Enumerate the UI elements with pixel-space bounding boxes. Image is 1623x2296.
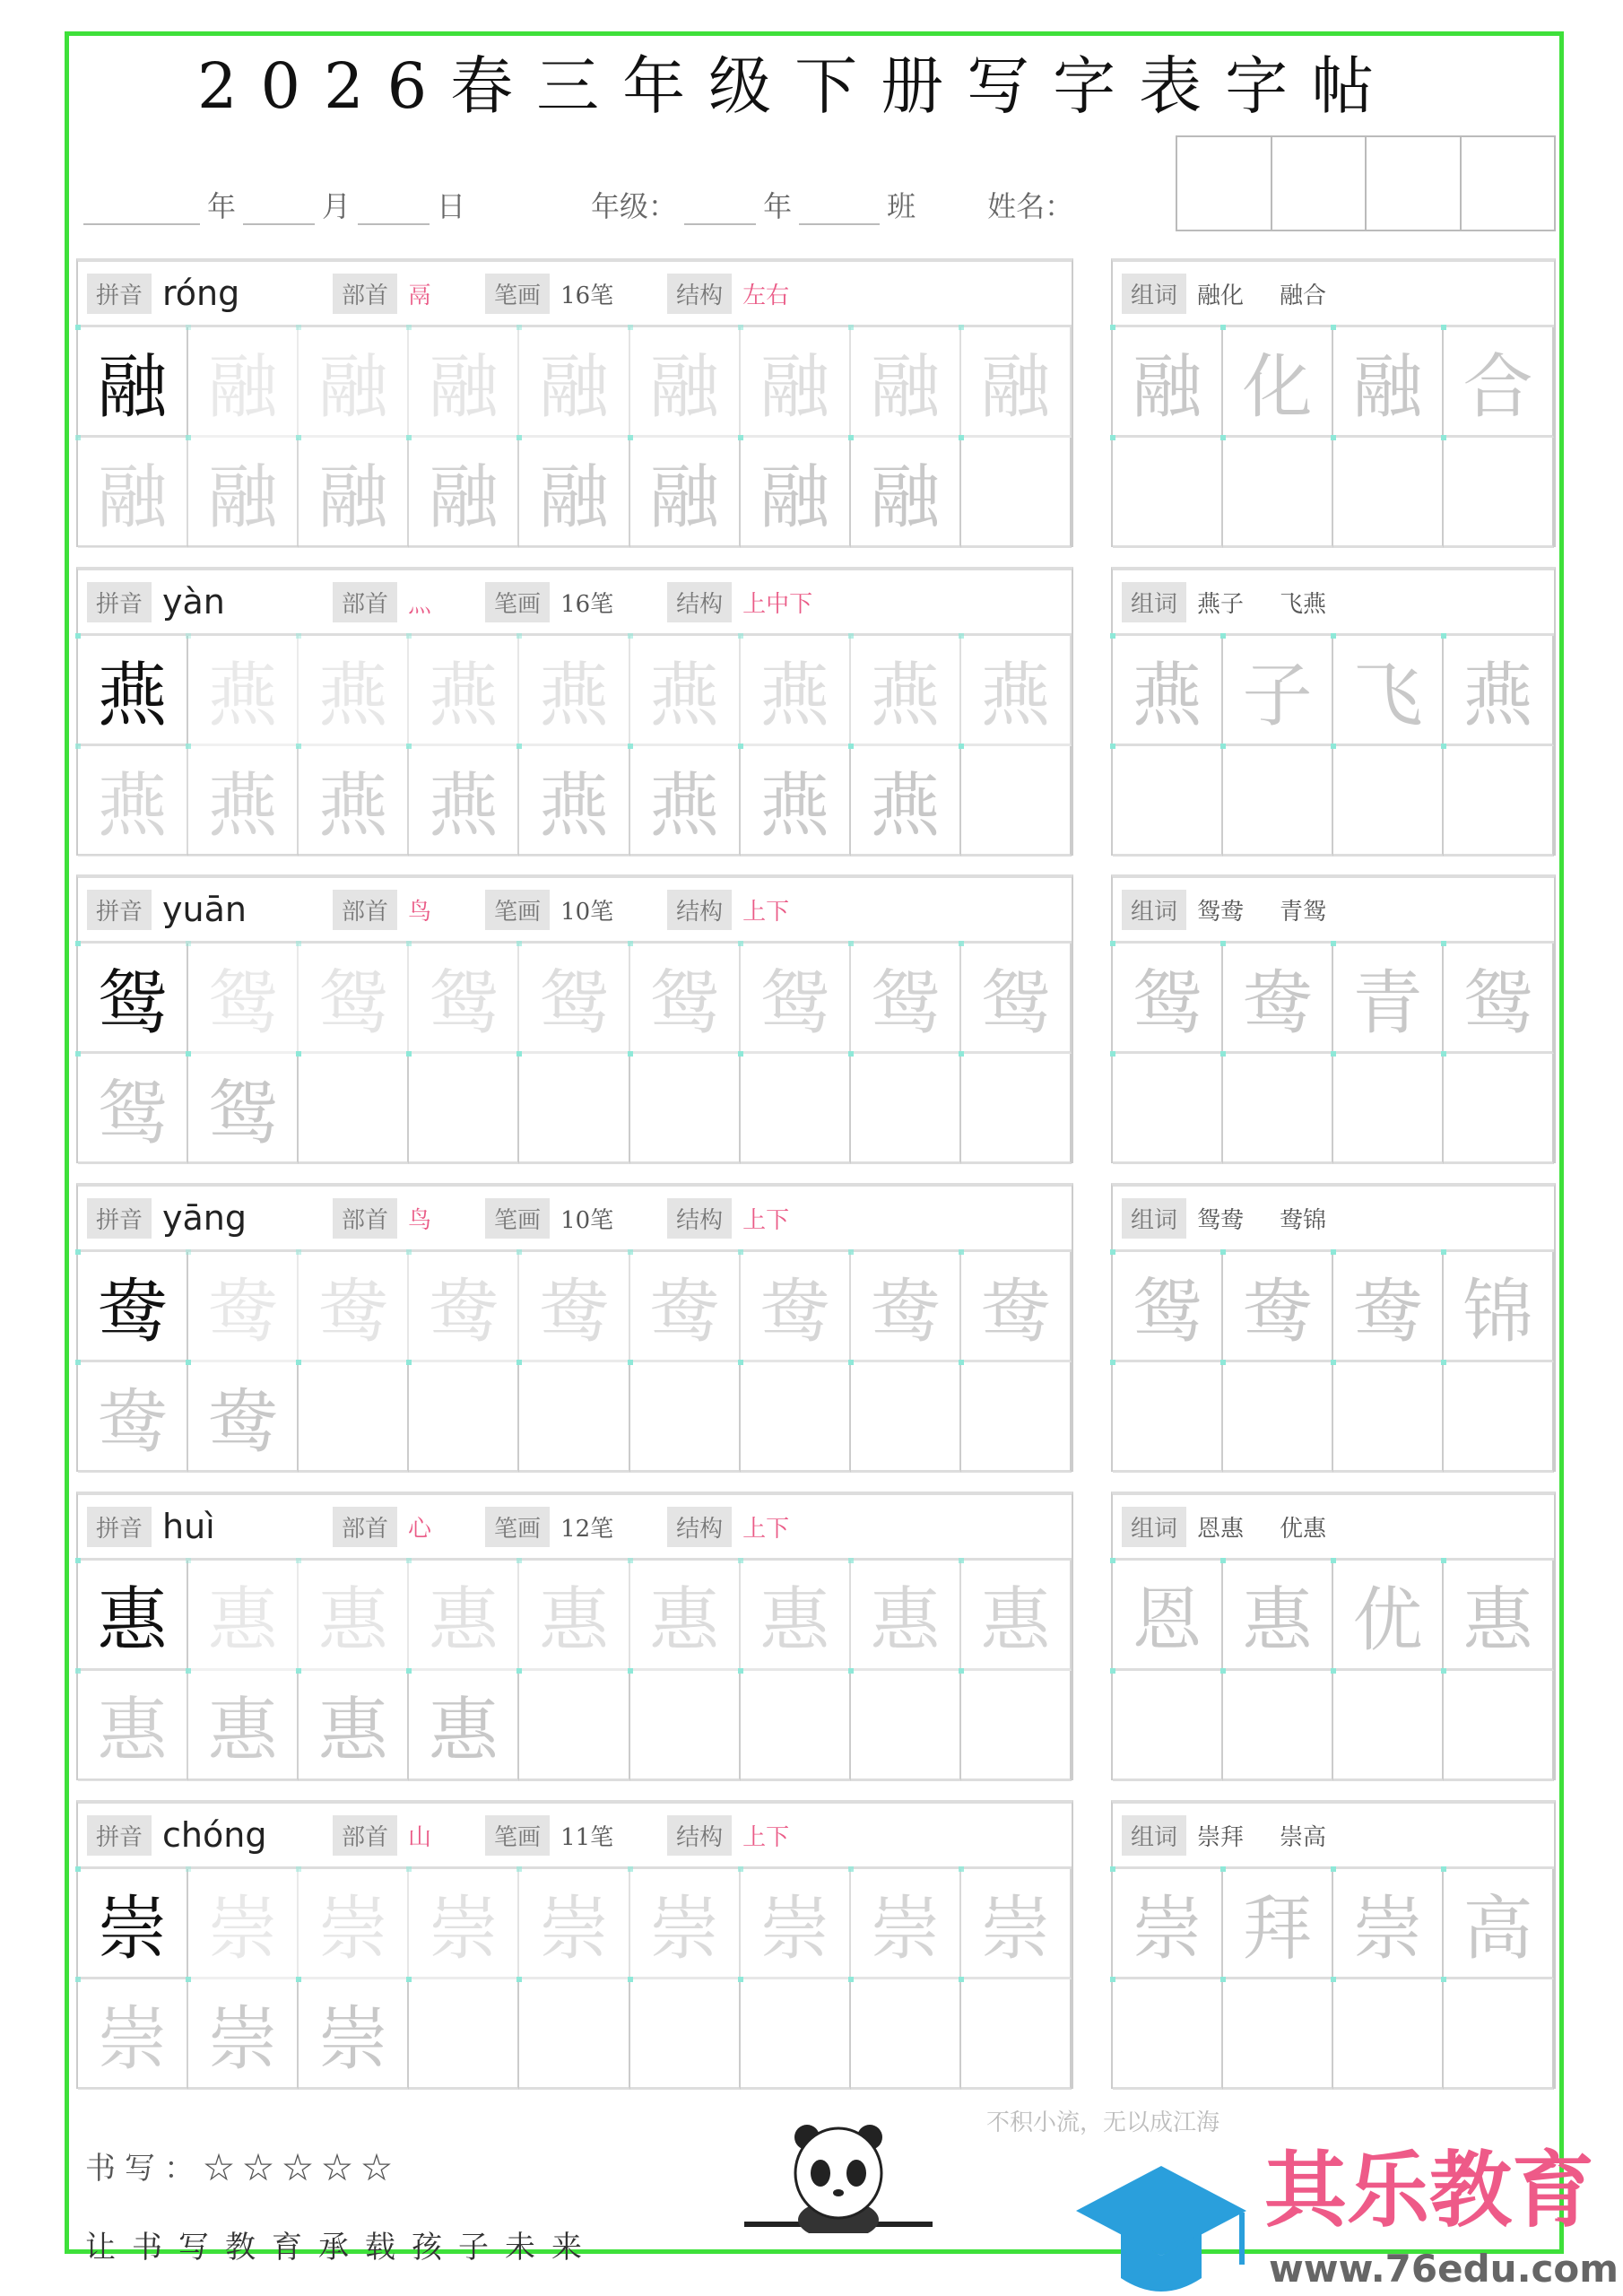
- word-2: 优惠: [1280, 1515, 1327, 1543]
- word-trace-cell[interactable]: 鸳: [1113, 944, 1223, 1054]
- logo-url[interactable]: www.76edu.com: [1269, 2247, 1619, 2291]
- model-character: 惠: [78, 1561, 188, 1671]
- structure-value: 上下: [742, 1206, 790, 1234]
- stroke-order-cell[interactable]: 鸳: [299, 944, 409, 1054]
- model-character: 融: [78, 327, 188, 438]
- stroke-order-cell[interactable]: 崇: [961, 1869, 1072, 1979]
- radical-value: 鬲: [408, 282, 432, 309]
- radical-tag: 部首: [333, 1815, 397, 1856]
- word-trace-cell[interactable]: 惠: [1444, 1561, 1554, 1671]
- word-block-róng: [1111, 258, 1556, 547]
- day-field[interactable]: [358, 193, 430, 225]
- blank-practice-cell[interactable]: [1223, 1979, 1333, 2090]
- stroke-order-cell[interactable]: 燕: [78, 746, 188, 857]
- blank-practice-cell[interactable]: [1444, 746, 1554, 857]
- blank-practice-cell[interactable]: [1113, 1054, 1223, 1164]
- character-block-chóng: [76, 1800, 1073, 2089]
- stroke-order-cell[interactable]: 融: [409, 438, 519, 548]
- writing-label: 书写：: [85, 2151, 204, 2187]
- strokes-tag: 笔画: [485, 890, 550, 930]
- logo-name: 其乐教育: [1264, 2143, 1595, 2239]
- practice-grid: [78, 636, 1072, 857]
- strokes-tag: 笔画: [485, 582, 550, 622]
- strokes-tag: 笔画: [485, 1198, 550, 1239]
- stroke-order-cell[interactable]: 燕: [409, 746, 519, 857]
- practice-grid: [78, 944, 1072, 1164]
- word-2: 青鸳: [1280, 898, 1327, 926]
- stroke-order-cell[interactable]: 鸯: [519, 1252, 629, 1362]
- stroke-order-cell[interactable]: 鸯: [851, 1252, 961, 1362]
- stroke-order-cell[interactable]: 鸳: [961, 944, 1072, 1054]
- word-trace-cell[interactable]: 合: [1444, 327, 1554, 438]
- graduation-cap-icon: [1058, 2148, 1264, 2296]
- blank-practice-cell[interactable]: [519, 1362, 629, 1473]
- blank-practice-cell[interactable]: [1113, 1671, 1223, 1781]
- blank-practice-cell[interactable]: [1444, 1362, 1554, 1473]
- name-label: 姓名：: [987, 189, 1074, 223]
- stroke-order-cell[interactable]: 鸳: [630, 944, 741, 1054]
- brand-logo: [1058, 2143, 1623, 2296]
- radical-value: 心: [408, 1515, 432, 1543]
- stroke-order-cell[interactable]: 惠: [961, 1561, 1072, 1671]
- word-trace-cell[interactable]: 飞: [1333, 636, 1444, 746]
- character-block-huì: [76, 1492, 1073, 1780]
- character-block-yàn: [76, 567, 1073, 856]
- stroke-order-cell[interactable]: 鸯: [188, 1362, 299, 1473]
- month-field[interactable]: [243, 193, 315, 225]
- stroke-order-cell[interactable]: 融: [519, 327, 629, 438]
- structure-value: 上下: [742, 1515, 790, 1543]
- stroke-order-cell[interactable]: 崇: [299, 1869, 409, 1979]
- word-trace-cell[interactable]: 燕: [1113, 636, 1223, 746]
- practice-grid: [78, 1561, 1072, 1781]
- word-practice-grid: [1113, 1252, 1554, 1473]
- stroke-order-cell[interactable]: 鸯: [78, 1362, 188, 1473]
- writing-rating: [85, 2144, 401, 2187]
- word-1: 崇拜: [1197, 1823, 1245, 1851]
- radical-value: 鸟: [408, 898, 432, 926]
- blank-practice-cell[interactable]: [519, 1979, 629, 2090]
- words-header: [1113, 1495, 1554, 1561]
- stroke-order-cell[interactable]: 融: [741, 438, 851, 548]
- structure-tag: 结构: [667, 1507, 732, 1547]
- stroke-order-cell[interactable]: 燕: [299, 746, 409, 857]
- radical-tag: 部首: [333, 274, 397, 314]
- stroke-order-cell[interactable]: 燕: [630, 746, 741, 857]
- grade-label: 年级：: [591, 189, 678, 223]
- stroke-order-cell[interactable]: 燕: [851, 746, 961, 857]
- words-tag: 组词: [1122, 890, 1186, 930]
- stroke-order-cell[interactable]: 燕: [741, 636, 851, 746]
- words-header: [1113, 570, 1554, 636]
- word-trace-cell[interactable]: 鸳: [1113, 1252, 1223, 1362]
- stroke-order-cell[interactable]: 融: [741, 327, 851, 438]
- blank-practice-cell[interactable]: [1113, 746, 1223, 857]
- character-info-header: [78, 570, 1072, 636]
- character-info-header: [78, 1495, 1072, 1561]
- panda-icon: [744, 2121, 933, 2233]
- blank-practice-cell[interactable]: [1113, 1979, 1223, 2090]
- slogan: 让书写教育承载孩子未来: [85, 2230, 598, 2266]
- name-boxes[interactable]: [1176, 135, 1556, 231]
- word-trace-cell[interactable]: 子: [1223, 636, 1333, 746]
- word-trace-cell[interactable]: 崇: [1333, 1869, 1444, 1979]
- word-trace-cell[interactable]: 惠: [1223, 1561, 1333, 1671]
- word-2: 飞燕: [1280, 590, 1327, 618]
- word-practice-grid: [1113, 636, 1554, 857]
- word-practice-grid: [1113, 327, 1554, 548]
- words-tag: 组词: [1122, 582, 1186, 622]
- radical-tag: 部首: [333, 1198, 397, 1239]
- blank-practice-cell[interactable]: [1113, 1362, 1223, 1473]
- stroke-order-cell[interactable]: 燕: [519, 746, 629, 857]
- word-block-huì: [1111, 1492, 1556, 1780]
- stroke-order-cell[interactable]: 燕: [741, 746, 851, 857]
- words-tag: 组词: [1122, 1507, 1186, 1547]
- word-practice-grid: [1113, 1561, 1554, 1781]
- word-block-yāng: [1111, 1183, 1556, 1472]
- blank-practice-cell[interactable]: [961, 746, 1072, 857]
- structure-value: 上下: [742, 898, 790, 926]
- word-1: 恩惠: [1197, 1515, 1245, 1543]
- pinyin-value: yuān: [162, 890, 247, 929]
- blank-practice-cell[interactable]: [1333, 1671, 1444, 1781]
- stroke-order-cell[interactable]: 崇: [78, 1979, 188, 2090]
- character-info-header: [78, 878, 1072, 944]
- strokes-tag: 笔画: [485, 1507, 550, 1547]
- class-unit: 班: [887, 189, 916, 223]
- class-field[interactable]: [799, 193, 880, 225]
- motto: 不积小流，无以成江海: [986, 2109, 1220, 2136]
- blank-practice-cell[interactable]: [299, 1362, 409, 1473]
- stroke-order-cell[interactable]: 鸳: [519, 944, 629, 1054]
- stroke-order-cell[interactable]: 鸯: [741, 1252, 851, 1362]
- character-block-róng: [76, 258, 1073, 547]
- word-2: 崇高: [1280, 1823, 1327, 1851]
- pinyin-tag: 拼音: [87, 1815, 152, 1856]
- blank-practice-cell[interactable]: [1113, 438, 1223, 548]
- radical-value: 灬: [408, 590, 432, 618]
- month-label: 月: [322, 189, 352, 223]
- word-trace-cell[interactable]: 燕: [1444, 636, 1554, 746]
- character-block-yāng: [76, 1183, 1073, 1472]
- stroke-order-cell[interactable]: 惠: [741, 1561, 851, 1671]
- page-title: 2026春三年级下册写字表字帖: [197, 49, 1398, 123]
- stroke-order-cell[interactable]: 融: [851, 438, 961, 548]
- stroke-order-cell[interactable]: 鸳: [409, 944, 519, 1054]
- blank-practice-cell[interactable]: [961, 438, 1072, 548]
- blank-practice-cell[interactable]: [1444, 1979, 1554, 2090]
- stroke-order-cell[interactable]: 鸳: [188, 1054, 299, 1164]
- word-block-yàn: [1111, 567, 1556, 856]
- word-trace-cell[interactable]: 融: [1333, 327, 1444, 438]
- blank-practice-cell[interactable]: [1223, 1671, 1333, 1781]
- blank-practice-cell[interactable]: [630, 1362, 741, 1473]
- word-2: 融合: [1280, 282, 1327, 309]
- stroke-order-cell[interactable]: 鸳: [188, 944, 299, 1054]
- pinyin-value: yàn: [162, 582, 225, 622]
- blank-practice-cell[interactable]: [1333, 746, 1444, 857]
- day-label: 日: [437, 189, 466, 223]
- words-tag: 组词: [1122, 1198, 1186, 1239]
- strokes-value: 16笔: [560, 282, 614, 309]
- blank-practice-cell[interactable]: [1223, 1362, 1333, 1473]
- blank-practice-cell[interactable]: [851, 1671, 961, 1781]
- stroke-order-cell[interactable]: 融: [851, 327, 961, 438]
- strokes-value: 11笔: [560, 1823, 614, 1851]
- stroke-order-cell[interactable]: 崇: [851, 1869, 961, 1979]
- blank-practice-cell[interactable]: [1223, 438, 1333, 548]
- stroke-order-cell[interactable]: 崇: [188, 1869, 299, 1979]
- pinyin-tag: 拼音: [87, 1198, 152, 1239]
- practice-grid: [78, 1869, 1072, 2090]
- stroke-order-cell[interactable]: 惠: [519, 1561, 629, 1671]
- structure-tag: 结构: [667, 1815, 732, 1856]
- word-trace-cell[interactable]: 融: [1113, 327, 1223, 438]
- blank-practice-cell[interactable]: [1333, 1362, 1444, 1473]
- stroke-order-cell[interactable]: 崇: [630, 1869, 741, 1979]
- words-header: [1113, 878, 1554, 944]
- radical-tag: 部首: [333, 1507, 397, 1547]
- stroke-order-cell[interactable]: 融: [188, 327, 299, 438]
- word-trace-cell[interactable]: 拜: [1223, 1869, 1333, 1979]
- stroke-order-cell[interactable]: 鸯: [409, 1252, 519, 1362]
- stroke-order-cell[interactable]: 燕: [299, 636, 409, 746]
- blank-practice-cell[interactable]: [1333, 438, 1444, 548]
- stroke-order-cell[interactable]: 惠: [299, 1671, 409, 1781]
- blank-practice-cell[interactable]: [519, 1671, 629, 1781]
- word-trace-cell[interactable]: 青: [1333, 944, 1444, 1054]
- structure-tag: 结构: [667, 890, 732, 930]
- year-label: 年: [207, 189, 237, 223]
- stroke-order-cell[interactable]: 鸯: [630, 1252, 741, 1362]
- word-trace-cell[interactable]: 鸯: [1223, 944, 1333, 1054]
- grade-unit: 年: [763, 189, 793, 223]
- year-field[interactable]: [83, 193, 200, 225]
- stroke-order-cell[interactable]: 崇: [188, 1979, 299, 2090]
- blank-practice-cell[interactable]: [630, 1671, 741, 1781]
- structure-tag: 结构: [667, 274, 732, 314]
- stroke-order-cell[interactable]: 融: [78, 438, 188, 548]
- strokes-value: 12笔: [560, 1515, 614, 1543]
- character-info-header: [78, 1187, 1072, 1252]
- words-header: [1113, 1804, 1554, 1869]
- word-trace-cell[interactable]: 高: [1444, 1869, 1554, 1979]
- structure-value: 左右: [742, 282, 790, 309]
- pinyin-tag: 拼音: [87, 890, 152, 930]
- stroke-order-cell[interactable]: 融: [519, 438, 629, 548]
- words-header: [1113, 262, 1554, 327]
- stroke-order-cell[interactable]: 惠: [188, 1561, 299, 1671]
- stroke-order-cell[interactable]: 惠: [299, 1561, 409, 1671]
- word-trace-cell[interactable]: 恩: [1113, 1561, 1223, 1671]
- blank-practice-cell[interactable]: [299, 1054, 409, 1164]
- word-trace-cell[interactable]: 优: [1333, 1561, 1444, 1671]
- word-trace-cell[interactable]: 化: [1223, 327, 1333, 438]
- word-trace-cell[interactable]: 崇: [1113, 1869, 1223, 1979]
- stroke-order-cell[interactable]: 崇: [741, 1869, 851, 1979]
- blank-practice-cell[interactable]: [409, 1979, 519, 2090]
- structure-tag: 结构: [667, 582, 732, 622]
- word-1: 融化: [1197, 282, 1245, 309]
- stroke-order-cell[interactable]: 鸳: [78, 1054, 188, 1164]
- blank-practice-cell[interactable]: [741, 1979, 851, 2090]
- word-trace-cell[interactable]: 锦: [1444, 1252, 1554, 1362]
- stroke-order-cell[interactable]: 燕: [851, 636, 961, 746]
- blank-practice-cell[interactable]: [630, 1979, 741, 2090]
- stroke-order-cell[interactable]: 融: [630, 438, 741, 548]
- blank-practice-cell[interactable]: [1444, 438, 1554, 548]
- stroke-order-cell[interactable]: 融: [630, 327, 741, 438]
- stroke-order-cell[interactable]: 鸯: [188, 1252, 299, 1362]
- stroke-order-cell[interactable]: 燕: [188, 746, 299, 857]
- blank-practice-cell[interactable]: [1223, 746, 1333, 857]
- rating-stars[interactable]: ☆☆☆☆☆: [204, 2151, 401, 2187]
- blank-practice-cell[interactable]: [961, 1362, 1072, 1473]
- stroke-order-cell[interactable]: 燕: [519, 636, 629, 746]
- stroke-order-cell[interactable]: 燕: [630, 636, 741, 746]
- stroke-order-cell[interactable]: 鸳: [851, 944, 961, 1054]
- stroke-order-cell[interactable]: 融: [299, 438, 409, 548]
- structure-value: 上下: [742, 1823, 790, 1851]
- pinyin-value: chóng: [162, 1815, 267, 1855]
- radical-tag: 部首: [333, 890, 397, 930]
- pinyin-value: róng: [162, 274, 240, 313]
- blank-practice-cell[interactable]: [519, 1054, 629, 1164]
- words-header: [1113, 1187, 1554, 1252]
- stroke-order-cell[interactable]: 崇: [409, 1869, 519, 1979]
- student-info-line: [76, 184, 1073, 225]
- blank-practice-cell[interactable]: [741, 1362, 851, 1473]
- stroke-order-cell[interactable]: 燕: [409, 636, 519, 746]
- stroke-order-cell[interactable]: 燕: [188, 636, 299, 746]
- model-character: 崇: [78, 1869, 188, 1979]
- stroke-order-cell[interactable]: 鸯: [961, 1252, 1072, 1362]
- strokes-tag: 笔画: [485, 1815, 550, 1856]
- stroke-order-cell[interactable]: 融: [409, 327, 519, 438]
- pinyin-tag: 拼音: [87, 274, 152, 314]
- stroke-order-cell[interactable]: 惠: [409, 1671, 519, 1781]
- stroke-order-cell[interactable]: 融: [961, 327, 1072, 438]
- word-1: 鸳鸯: [1197, 898, 1245, 926]
- word-practice-grid: [1113, 1869, 1554, 2090]
- radical-tag: 部首: [333, 582, 397, 622]
- model-character: 鸯: [78, 1252, 188, 1362]
- character-info-header: [78, 262, 1072, 327]
- pinyin-value: yāng: [162, 1198, 247, 1238]
- blank-practice-cell[interactable]: [851, 1054, 961, 1164]
- pinyin-tag: 拼音: [87, 582, 152, 622]
- blank-practice-cell[interactable]: [961, 1979, 1072, 2090]
- structure-tag: 结构: [667, 1198, 732, 1239]
- pinyin-tag: 拼音: [87, 1507, 152, 1547]
- blank-practice-cell[interactable]: [1333, 1054, 1444, 1164]
- pinyin-value: huì: [162, 1507, 215, 1546]
- blank-practice-cell[interactable]: [1444, 1054, 1554, 1164]
- word-trace-cell[interactable]: 鸯: [1223, 1252, 1333, 1362]
- stroke-order-cell[interactable]: 融: [188, 438, 299, 548]
- stroke-order-cell[interactable]: 惠: [409, 1561, 519, 1671]
- stroke-order-cell[interactable]: 崇: [299, 1979, 409, 2090]
- stroke-order-cell[interactable]: 燕: [961, 636, 1072, 746]
- words-tag: 组词: [1122, 274, 1186, 314]
- blank-practice-cell[interactable]: [1333, 1979, 1444, 2090]
- stroke-order-cell[interactable]: 鸯: [299, 1252, 409, 1362]
- blank-practice-cell[interactable]: [630, 1054, 741, 1164]
- model-character: 鸳: [78, 944, 188, 1054]
- word-1: 鸳鸯: [1197, 1206, 1245, 1234]
- word-trace-cell[interactable]: 鸳: [1444, 944, 1554, 1054]
- strokes-value: 10笔: [560, 1206, 614, 1234]
- word-practice-grid: [1113, 944, 1554, 1164]
- blank-practice-cell[interactable]: [851, 1979, 961, 2090]
- practice-grid: [78, 327, 1072, 548]
- model-character: 燕: [78, 636, 188, 746]
- word-trace-cell[interactable]: 鸯: [1333, 1252, 1444, 1362]
- strokes-tag: 笔画: [485, 274, 550, 314]
- blank-practice-cell[interactable]: [961, 1054, 1072, 1164]
- practice-grid: [78, 1252, 1072, 1473]
- stroke-order-cell[interactable]: 崇: [519, 1869, 629, 1979]
- blank-practice-cell[interactable]: [741, 1054, 851, 1164]
- word-1: 燕子: [1197, 590, 1245, 618]
- word-block-yuān: [1111, 874, 1556, 1163]
- stroke-order-cell[interactable]: 鸳: [741, 944, 851, 1054]
- grade-field[interactable]: [684, 193, 756, 225]
- word-2: 鸯锦: [1280, 1206, 1327, 1234]
- structure-value: 上中下: [742, 590, 813, 618]
- stroke-order-cell[interactable]: 惠: [188, 1671, 299, 1781]
- blank-practice-cell[interactable]: [409, 1054, 519, 1164]
- blank-practice-cell[interactable]: [1223, 1054, 1333, 1164]
- stroke-order-cell[interactable]: 融: [299, 327, 409, 438]
- stroke-order-cell[interactable]: 惠: [630, 1561, 741, 1671]
- character-block-yuān: [76, 874, 1073, 1163]
- word-block-chóng: [1111, 1800, 1556, 2089]
- blank-practice-cell[interactable]: [741, 1671, 851, 1781]
- character-info-header: [78, 1804, 1072, 1869]
- radical-value: 山: [408, 1823, 432, 1851]
- radical-value: 鸟: [408, 1206, 432, 1234]
- blank-practice-cell[interactable]: [851, 1362, 961, 1473]
- words-tag: 组词: [1122, 1815, 1186, 1856]
- stroke-order-cell[interactable]: 惠: [78, 1671, 188, 1781]
- blank-practice-cell[interactable]: [409, 1362, 519, 1473]
- blank-practice-cell[interactable]: [961, 1671, 1072, 1781]
- strokes-value: 10笔: [560, 898, 614, 926]
- strokes-value: 16笔: [560, 590, 614, 618]
- stroke-order-cell[interactable]: 惠: [851, 1561, 961, 1671]
- blank-practice-cell[interactable]: [1444, 1671, 1554, 1781]
